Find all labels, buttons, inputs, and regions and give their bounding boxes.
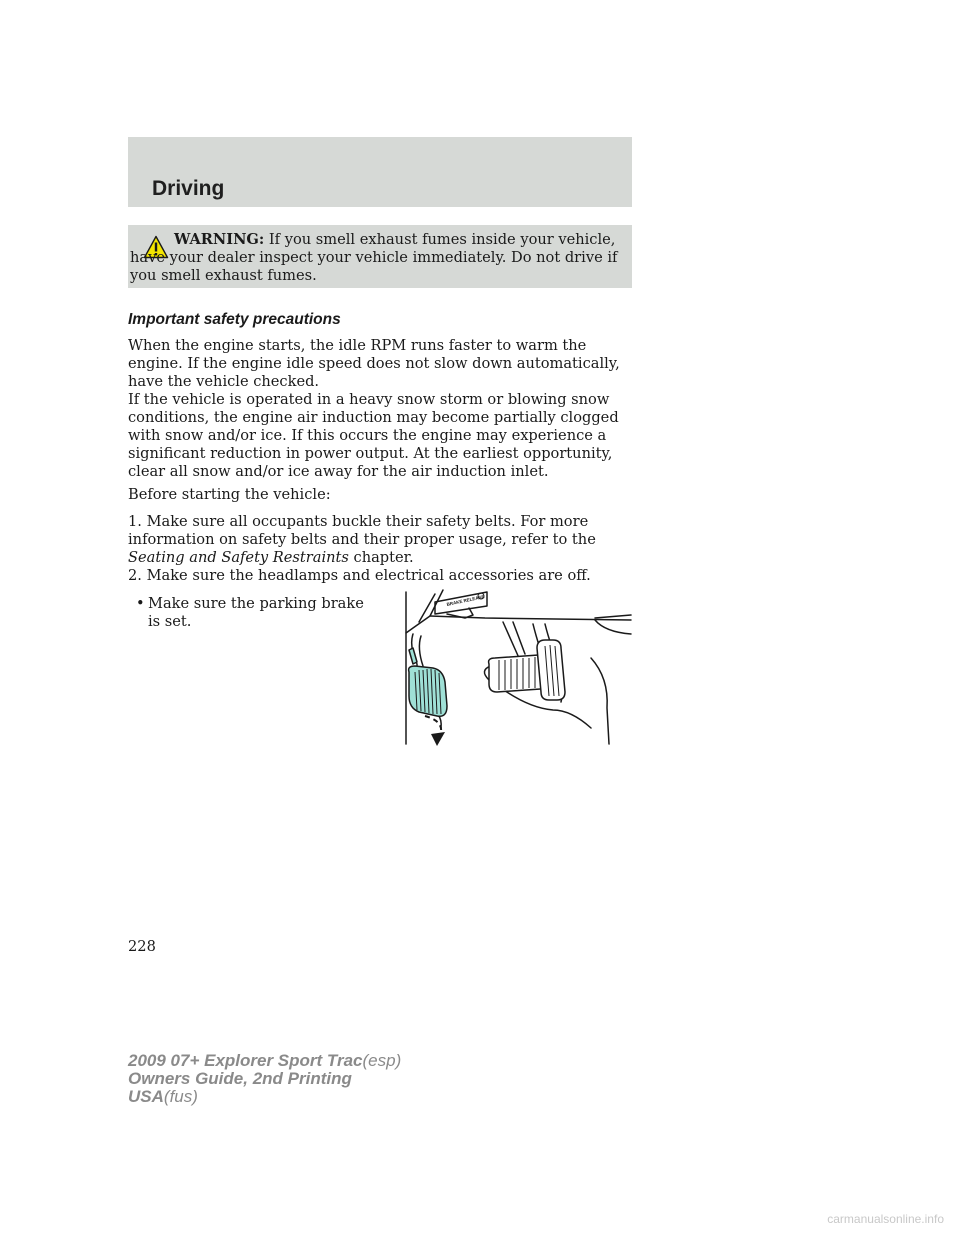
page-number: 228 [128, 938, 156, 955]
footer-market: USA [128, 1087, 164, 1106]
footer-model-code: (esp) [362, 1051, 402, 1070]
chapter-reference-link: Seating and Safety Restraints [128, 549, 349, 566]
bullet-parking-brake: Make sure the parking brake is set. [148, 595, 364, 630]
step-1-safety-belts [128, 513, 632, 567]
warning-box [128, 225, 632, 288]
paragraph-idle-rpm: When the engine starts, the idle RPM runs faster to warm the engine. If the engine idle speed does not slow down automatically, have the vehicle checked. [128, 337, 620, 390]
paragraph-before-starting: Before starting the vehicle: [128, 486, 331, 503]
subheading-safety-precautions: Important safety precautions [128, 311, 341, 328]
step-1-text-end: chapter. [348, 549, 414, 566]
warning-text [130, 231, 624, 285]
footer-market-code: (fus) [163, 1087, 198, 1106]
step-2-headlamps: 2. Make sure the headlamps and electrical accessories are off. [128, 567, 591, 584]
parking-brake-pedal-illustration [395, 588, 633, 748]
section-header-band [128, 137, 632, 207]
step-1-text: 1. Make sure all occupants buckle their safety belts. For more information on safety belts and their proper usage, refer to the [128, 513, 596, 548]
watermark: carmanualsonline.info [827, 1212, 944, 1226]
bullet-marker: • [136, 595, 145, 612]
brake-release-label: BRAKE RELEASE [446, 594, 485, 607]
paragraph-snow-conditions: If the vehicle is operated in a heavy snow storm or blowing snow conditions, the engine air induction may become partially clogged with snow and/or ice. If this occurs the engine may experience a significant reduction in power output. At the earliest opportunity, clear all snow and/or ice away for the air induction inlet. [128, 391, 619, 480]
footer-publication-info [128, 1052, 401, 1106]
warning-body: If you smell exhaust fumes inside your vehicle, have your dealer inspect your vehicle immediately. Do not drive if you smell exhaust fumes. [130, 231, 618, 284]
footer-model: 2009 07+ Explorer Sport Trac [128, 1051, 363, 1070]
section-title: Driving [152, 177, 225, 200]
warning-label: WARNING: [174, 231, 265, 248]
footer-edition: Owners Guide, 2nd Printing [128, 1069, 352, 1088]
